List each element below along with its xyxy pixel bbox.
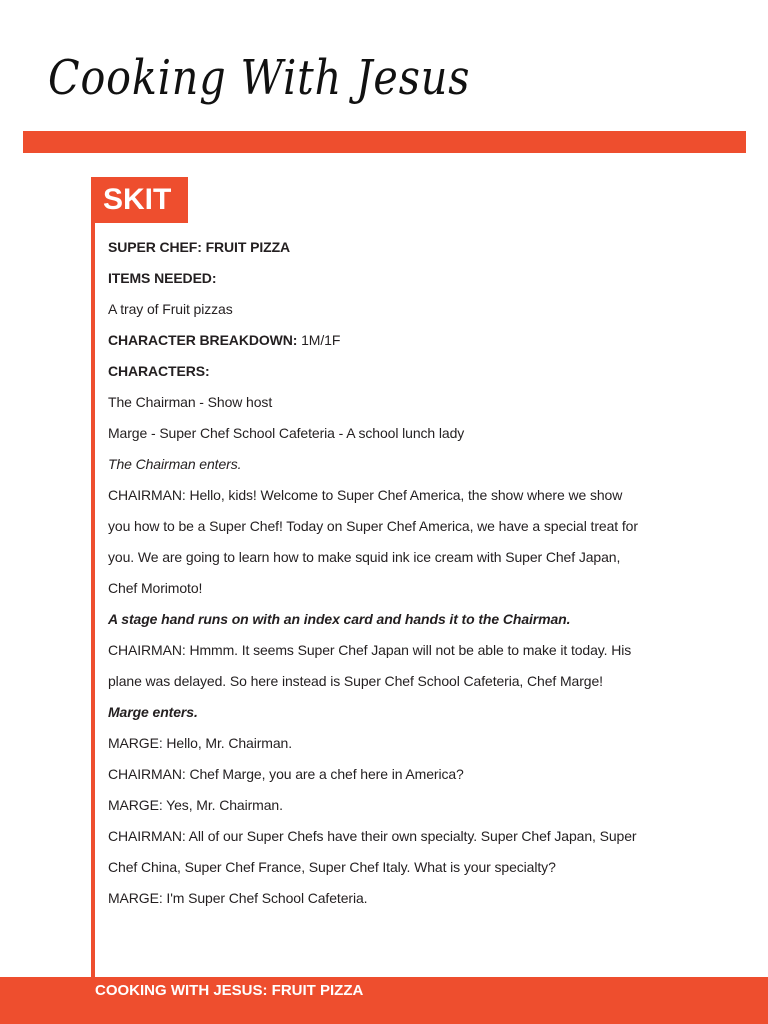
characters-heading: CHARACTERS:	[108, 363, 210, 379]
skit-content	[108, 232, 728, 914]
character-item: Marge - Super Chef School Cafeteria - A school lunch lady	[108, 425, 465, 441]
dialogue-line: you. We are going to learn how to make squid ink ice cream with Super Chef Japan,	[108, 549, 621, 565]
dialogue-line: MARGE: Yes, Mr. Chairman.	[108, 797, 283, 813]
items-needed-text: A tray of Fruit pizzas	[108, 301, 233, 317]
section-left-rule	[91, 222, 95, 978]
dialogue-line: plane was delayed. So here instead is Super Chef School Cafeteria, Chef Marge!	[108, 673, 603, 689]
stage-direction: The Chairman enters.	[108, 456, 242, 472]
dialogue-line: MARGE: Hello, Mr. Chairman.	[108, 735, 293, 751]
stage-direction: A stage hand runs on with an index card and hands it to the Chairman.	[108, 611, 571, 627]
dialogue-line: CHAIRMAN: All of our Super Chefs have their own specialty. Super Chef Japan, Super	[108, 828, 637, 844]
skit-title: SUPER CHEF: FRUIT PIZZA	[108, 239, 291, 255]
dialogue-line: CHAIRMAN: Hmmm. It seems Super Chef Japan will not be able to make it today. His	[108, 642, 632, 658]
items-needed-heading: ITEMS NEEDED:	[108, 270, 217, 286]
dialogue-line: Chef China, Super Chef France, Super Chef Italy. What is your specialty?	[108, 859, 556, 875]
dialogue-line: CHAIRMAN: Hello, kids! Welcome to Super Chef America, the show where we show	[108, 487, 623, 503]
section-tag: SKIT	[91, 177, 188, 223]
character-breakdown-label: CHARACTER BREAKDOWN:	[108, 332, 298, 348]
page-title: Cooking With Jesus	[48, 50, 471, 106]
dialogue-line: you how to be a Super Chef! Today on Super Chef America, we have a special treat for	[108, 518, 638, 534]
character-breakdown	[108, 325, 728, 356]
dialogue-line: MARGE: I'm Super Chef School Cafeteria.	[108, 890, 368, 906]
character-item: The Chairman - Show host	[108, 394, 273, 410]
footer-title: COOKING WITH JESUS: FRUIT PIZZA	[95, 982, 364, 999]
header-divider-band	[23, 131, 746, 153]
dialogue-line: CHAIRMAN: Chef Marge, you are a chef here in America?	[108, 766, 464, 782]
character-breakdown-value: 1M/1F	[297, 332, 341, 348]
stage-direction: Marge enters.	[108, 704, 198, 720]
dialogue-line: Chef Morimoto!	[108, 580, 203, 596]
